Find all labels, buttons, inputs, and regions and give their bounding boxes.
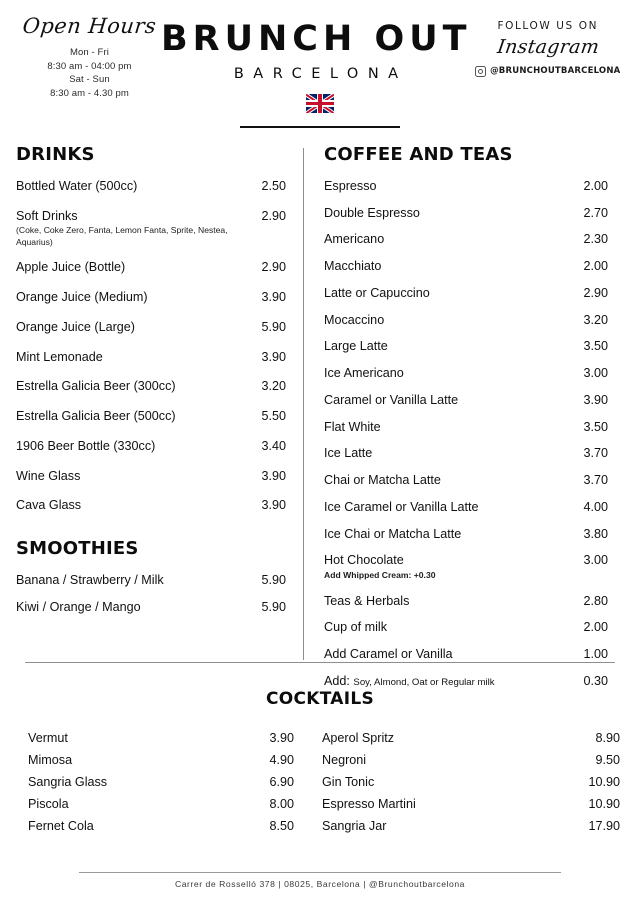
menu-item-block (324, 553, 608, 581)
menu-item-name: 1906 Beer Bottle (330cc) (16, 438, 156, 453)
menu-main-columns (0, 144, 640, 688)
menu-item-name: Gin Tonic (322, 775, 375, 789)
menu-item-name: Double Espresso (324, 205, 420, 220)
menu-item-price: 6.90 (269, 775, 294, 789)
menu-item-addon-note: Add Whipped Cream: +0.30 (324, 570, 436, 581)
menu-item-price: 4.90 (269, 753, 294, 767)
menu-item-price: 10.90 (588, 775, 620, 789)
instagram-icon (475, 66, 486, 77)
menu-item (324, 206, 608, 222)
menu-item-name: Aperol Spritz (322, 731, 395, 745)
menu-item-name: Flat White (324, 419, 381, 434)
menu-item (322, 819, 620, 833)
menu-item-price: 3.00 (583, 553, 608, 568)
menu-item (324, 232, 608, 248)
menu-item (322, 797, 620, 811)
section-title-coffee-teas: COFFEE AND TEAS (324, 144, 513, 165)
menu-item (16, 439, 286, 455)
menu-item (322, 731, 620, 745)
menu-item-price: 5.90 (261, 599, 286, 614)
menu-item-name: Estrella Galicia Beer (300cc) (16, 379, 176, 394)
menu-item-name: Caramel or Vanilla Latte (324, 392, 459, 407)
follow-us-label: FOLLOW US ON (497, 20, 599, 32)
cocktails-columns (16, 731, 624, 841)
menu-item (324, 366, 608, 382)
menu-item-name-main: Add: (324, 673, 350, 688)
menu-item-name: Latte or Capuccino (324, 285, 430, 300)
uk-flag-icon[interactable] (306, 94, 334, 113)
menu-item (16, 469, 286, 485)
menu-item-price: 5.90 (261, 319, 286, 334)
menu-item-name: Americano (324, 232, 385, 247)
brand-name: BRUNCH OUT (160, 19, 472, 59)
menu-item-name: Orange Juice (Medium) (16, 290, 148, 305)
menu-item (16, 573, 286, 589)
footer-divider (79, 872, 561, 873)
header-divider (240, 126, 400, 128)
menu-item-name: Piscola (28, 797, 69, 811)
menu-item-price: 3.40 (261, 438, 286, 453)
menu-item-price: 2.00 (583, 259, 608, 274)
brand-location: BARCELONA (233, 66, 408, 82)
menu-item (324, 674, 608, 690)
opening-hours-line: 8:30 am - 4.30 pm (50, 87, 129, 99)
menu-item (16, 379, 286, 395)
menu-item-name-detail: Soy, Almond, Oat or Regular milk (353, 676, 495, 688)
menu-item-price: 2.00 (583, 620, 608, 635)
opening-hours-line: Sat - Sun (69, 74, 110, 85)
menu-item-name: Orange Juice (Large) (16, 319, 136, 334)
menu-item (324, 179, 608, 195)
menu-item-price: 3.90 (261, 349, 286, 364)
menu-item (28, 731, 294, 745)
menu-item-price: 9.50 (595, 753, 620, 767)
menu-item-name: Ice Caramel or Vanilla Latte (324, 499, 479, 514)
cocktails-column-right (306, 731, 624, 841)
menu-item (324, 500, 608, 516)
menu-item (324, 313, 608, 329)
menu-item-name: Wine Glass (16, 468, 81, 483)
menu-item-name: Mint Lemonade (16, 349, 103, 364)
opening-hours-block (18, 14, 161, 100)
section-title-drinks: DRINKS (16, 144, 95, 165)
opening-hours-line: Mon - Fri (70, 47, 109, 58)
cocktails-column-left (16, 731, 306, 841)
menu-item (16, 290, 286, 306)
footer-address: Carrer de Rosselló 378 | 08025, Barcelona | @Brunchoutbarcelona (174, 879, 466, 889)
menu-item (324, 553, 608, 569)
menu-item-price: 2.90 (583, 285, 608, 300)
section-title-cocktails: COCKTAILS (265, 689, 375, 709)
opening-hours-title: Open Hours (21, 14, 158, 38)
menu-item-name: Apple Juice (Bottle) (16, 260, 126, 275)
menu-item-name: Estrella Galicia Beer (500cc) (16, 409, 176, 424)
menu-item-name: Sangria Glass (28, 775, 108, 789)
menu-item (324, 647, 608, 663)
menu-item-name: Banana / Strawberry / Milk (16, 573, 164, 588)
menu-item-price: 8.00 (269, 797, 294, 811)
column-drinks (16, 144, 300, 662)
menu-item (322, 753, 620, 767)
menu-item-price: 3.20 (261, 379, 286, 394)
menu-item-name: Ice Americano (324, 366, 404, 381)
menu-item (324, 446, 608, 462)
menu-item-price: 3.80 (583, 526, 608, 541)
menu-item-name: Bottled Water (500cc) (16, 179, 138, 193)
menu-item (324, 473, 608, 489)
menu-item (28, 775, 294, 789)
menu-item-price: 3.00 (583, 366, 608, 381)
menu-item-name: Mimosa (28, 753, 73, 767)
menu-item (324, 286, 608, 302)
menu-item-price: 3.20 (583, 312, 608, 327)
column-coffee-teas (300, 144, 608, 688)
menu-item (28, 753, 294, 767)
menu-item-block (16, 209, 286, 249)
menu-item-name: Vermut (28, 731, 68, 745)
menu-item-price: 2.30 (583, 232, 608, 247)
menu-item-price: 10.90 (588, 797, 620, 811)
menu-item-price: 5.90 (261, 573, 286, 588)
menu-item-price: 3.70 (583, 446, 608, 461)
menu-item (16, 498, 286, 514)
brand-logo (161, 14, 472, 82)
menu-item (16, 409, 286, 425)
menu-item-price: 3.90 (269, 731, 294, 745)
section-title-smoothies: SMOOTHIES (16, 538, 139, 560)
menu-item-price: 3.70 (583, 473, 608, 488)
opening-hours-line: 8:30 am - 04:00 pm (47, 60, 132, 72)
social-block (472, 14, 624, 77)
menu-item-price: 5.50 (261, 409, 286, 424)
menu-item-price: 3.90 (261, 290, 286, 305)
menu-item (324, 620, 608, 636)
instagram-handle-row[interactable] (472, 66, 624, 77)
menu-item (324, 420, 608, 436)
menu-item-price: 8.90 (595, 731, 620, 745)
menu-item (16, 260, 286, 276)
menu-item-price: 2.90 (261, 208, 286, 223)
menu-item (16, 320, 286, 336)
menu-item-price: 8.50 (269, 819, 294, 833)
menu-item (16, 350, 286, 366)
menu-item-name: Macchiato (324, 259, 382, 274)
menu-item-price: 1.00 (583, 646, 608, 661)
menu-item (324, 527, 608, 543)
menu-item-name (324, 674, 503, 690)
menu-item-name: Teas & Herbals (324, 593, 410, 608)
menu-item-price: 2.70 (583, 205, 608, 220)
column-divider (303, 148, 304, 660)
menu-item (324, 339, 608, 355)
menu-item-name: Sangria Jar (322, 819, 387, 833)
menu-item-name: Chai or Matcha Latte (324, 473, 441, 488)
menu-item-name: Espresso (324, 179, 377, 193)
menu-item-name: Negroni (322, 753, 367, 767)
menu-item-price: 17.90 (588, 819, 620, 833)
instagram-handle: @BRUNCHOUTBARCELONA (490, 66, 621, 76)
menu-item-name: Ice Latte (324, 446, 373, 461)
menu-item-price: 0.30 (583, 673, 608, 688)
menu-item-price: 3.90 (261, 468, 286, 483)
menu-item-name: Hot Chocolate (324, 553, 404, 568)
menu-item (324, 594, 608, 610)
menu-item-name: Ice Chai or Matcha Latte (324, 526, 462, 541)
section-cocktails (0, 689, 640, 841)
menu-item-name: Add Caramel or Vanilla (324, 646, 453, 661)
menu-item-name: Fernet Cola (28, 819, 94, 833)
instagram-wordmark: Instagram (495, 35, 601, 58)
menu-item (28, 819, 294, 833)
menu-item-name: Mocaccino (324, 312, 385, 327)
menu-item-description: (Coke, Coke Zero, Fanta, Lemon Fanta, Sprite, Nestea, Aquarius) (16, 225, 228, 247)
menu-item-name: Soft Drinks (16, 208, 78, 223)
menu-item-name: Cava Glass (16, 498, 82, 513)
menu-item-price: 3.90 (583, 392, 608, 407)
menu-item-price: 2.00 (583, 179, 608, 193)
menu-item (324, 393, 608, 409)
menu-item-price: 2.80 (583, 593, 608, 608)
menu-item (16, 209, 286, 225)
menu-item-price: 2.50 (261, 179, 286, 193)
menu-item-name: Kiwi / Orange / Mango (16, 599, 141, 614)
menu-item (16, 179, 286, 195)
menu-item-price: 4.00 (583, 499, 608, 514)
menu-item-price: 2.90 (261, 260, 286, 275)
menu-item-name: Espresso Martini (322, 797, 416, 811)
menu-item (28, 797, 294, 811)
menu-item-price: 3.50 (583, 419, 608, 434)
menu-item-name: Cup of milk (324, 620, 387, 635)
menu-item-price: 3.90 (261, 498, 286, 513)
menu-item-price: 3.50 (583, 339, 608, 354)
menu-item (324, 259, 608, 275)
menu-item (322, 775, 620, 789)
menu-header (0, 0, 640, 99)
menu-item (16, 600, 286, 616)
menu-item-name: Large Latte (324, 339, 388, 354)
